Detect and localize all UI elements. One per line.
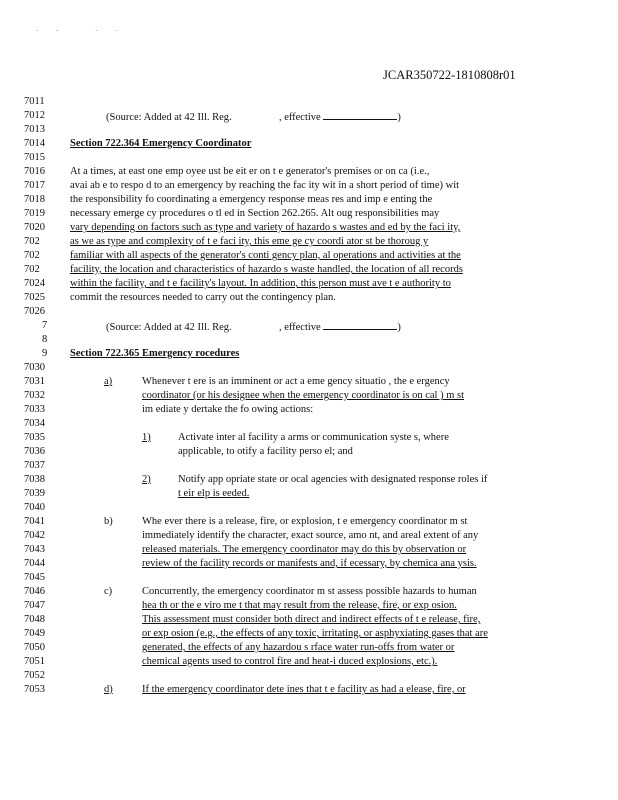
body-line: as we as type and complexity of t e faci ity, this eme ge cy coordi ator st be thoroug y — [70, 236, 429, 247]
line-number: 7019 — [24, 208, 45, 219]
body-line: hea th or the e viro me t that may result from the release, fire, or exp osion. — [142, 600, 457, 611]
body-line: chemical agents used to control fire and heat-i duced explosions, etc.). — [142, 656, 438, 667]
line-number: 7045 — [24, 572, 45, 583]
item-label: 1) — [142, 432, 151, 443]
line-number: 7038 — [24, 474, 45, 485]
effective-date-blank — [323, 320, 397, 330]
line-number: 8 — [42, 334, 48, 345]
section-heading: Section 722.364 Emergency Coordinator — [70, 138, 252, 149]
item-label: b) — [104, 516, 113, 527]
line-number: 7050 — [24, 642, 45, 653]
source-note-effective: , effective — [278, 322, 321, 333]
line-number: 7047 — [24, 600, 45, 611]
line-number: 7036 — [24, 446, 45, 457]
body-line: review of the facility records or manifests and, if ecessary, by chemica ana ysis. — [142, 558, 477, 569]
body-line: facility, the location and characteristics of hazardo s waste handled, the location of all records — [70, 264, 463, 275]
line-number: 7044 — [24, 558, 45, 569]
line-number: 7 — [42, 320, 48, 331]
body-line: avai ab e to respo d to an emergency by reaching the fac ity wit in a short period of time) wit — [70, 180, 460, 191]
body-line: Activate inter al facility a arms or communication syste s, where — [178, 432, 449, 443]
body-line: or exp osion (e.g., the effects of any toxic, irritating, or asphyxiating gases that are — [142, 628, 488, 639]
body-line: vary depending on factors such as type and variety of hazardo s wastes and ed by the faci ity, — [70, 222, 461, 233]
body-line: familiar with all aspects of the generator's conti gency plan, al operations and activities at the — [70, 250, 461, 261]
line-number: 7026 — [24, 306, 45, 317]
line-number: 7051 — [24, 656, 45, 667]
source-note — [106, 110, 401, 123]
line-number: 7041 — [24, 516, 45, 527]
line-number: 7012 — [24, 110, 45, 121]
line-number: 7043 — [24, 544, 45, 555]
line-number: 7025 — [24, 292, 45, 303]
line-number: 7037 — [24, 460, 45, 471]
body-line: Whe ever there is a release, fire, or explosion, t e emergency coordinator m st — [142, 516, 468, 527]
line-number: 7034 — [24, 418, 45, 429]
section-heading: Section 722.365 Emergency rocedures — [70, 348, 240, 359]
line-number: 7046 — [24, 586, 45, 597]
scan-marks: -- -- — [36, 28, 136, 34]
line-number: 7053 — [24, 684, 45, 695]
source-note-prefix: (Source: Added at 42 Ill. Reg. — [106, 112, 232, 123]
line-number: 7035 — [24, 432, 45, 443]
body-line: applicable, to otify a facility perso el; and — [178, 446, 353, 457]
body-line: t eir elp is eeded. — [178, 488, 250, 499]
body-line: within the facility, and t e facility's layout. In addition, this person must ave t e authority to — [70, 278, 451, 289]
body-line: commit the resources needed to carry out the contingency plan. — [70, 292, 336, 303]
line-number: 7048 — [24, 614, 45, 625]
body-line: necessary emerge cy procedures o tl ed in Section 262.265. Alt oug responsibilities may — [70, 208, 440, 219]
item-label: 2) — [142, 474, 151, 485]
line-number: 702 — [24, 264, 40, 275]
line-number: 7017 — [24, 180, 45, 191]
line-number: 702 — [24, 236, 40, 247]
source-note-suffix: ) — [397, 322, 401, 333]
line-number: 7024 — [24, 278, 45, 289]
body-line: This assessment must consider both direct and indirect effects of t e release, fire, — [142, 614, 481, 625]
item-label: d) — [104, 684, 113, 695]
source-note-prefix: (Source: Added at 42 Ill. Reg. — [106, 322, 232, 333]
body-line: If the emergency coordinator dete ines that t e facility as had a elease, fire, or — [142, 684, 466, 695]
body-line: At a times, at east one emp oyee ust be eit er on t e generator's premises or on ca (i.e., — [70, 166, 430, 177]
item-label: c) — [104, 586, 113, 597]
line-number: 7039 — [24, 488, 45, 499]
effective-date-blank — [323, 110, 397, 120]
body-line: Whenever t ere is an imminent or act a eme gency situatio , the e ergency — [142, 376, 450, 387]
item-label: a) — [104, 376, 113, 387]
source-note-suffix: ) — [397, 112, 401, 123]
body-line: Concurrently, the emergency coordinator m st assess possible hazards to human — [142, 586, 477, 597]
line-number: 7020 — [24, 222, 45, 233]
body-line: coordinator (or his designee when the emergency coordinator is on cal ) m st — [142, 390, 464, 401]
body-line: the responsibility fo coordinating a emergency response meas res and imp e enting the — [70, 194, 433, 205]
body-line: Notify app opriate state or ocal agencies with designated response roles if — [178, 474, 488, 485]
line-number: 702 — [24, 250, 40, 261]
line-number: 9 — [42, 348, 48, 359]
line-number: 7013 — [24, 124, 45, 135]
source-note-effective: , effective — [278, 112, 321, 123]
line-number: 7030 — [24, 362, 45, 373]
line-number: 7042 — [24, 530, 45, 541]
body-line: generated, the effects of any hazardou s rface water run-offs from water or — [142, 642, 455, 653]
line-number: 7033 — [24, 404, 45, 415]
line-number: 7049 — [24, 628, 45, 639]
line-number: 7040 — [24, 502, 45, 513]
line-number: 7032 — [24, 390, 45, 401]
line-number: 7018 — [24, 194, 45, 205]
line-number: 7031 — [24, 376, 45, 387]
line-number: 7011 — [24, 96, 45, 107]
document-id: JCAR350722-1810808r01 — [383, 68, 516, 82]
line-number: 7052 — [24, 670, 45, 681]
line-number: 7016 — [24, 166, 45, 177]
body-line: im ediate y dertake the fo owing actions: — [142, 404, 314, 415]
line-number: 7015 — [24, 152, 45, 163]
body-line: released materials. The emergency coordinator may do this by observation or — [142, 544, 467, 555]
body-line: immediately identify the character, exact source, amo nt, and areal extent of any — [142, 530, 479, 541]
line-number: 7014 — [24, 138, 45, 149]
source-note — [106, 320, 401, 333]
